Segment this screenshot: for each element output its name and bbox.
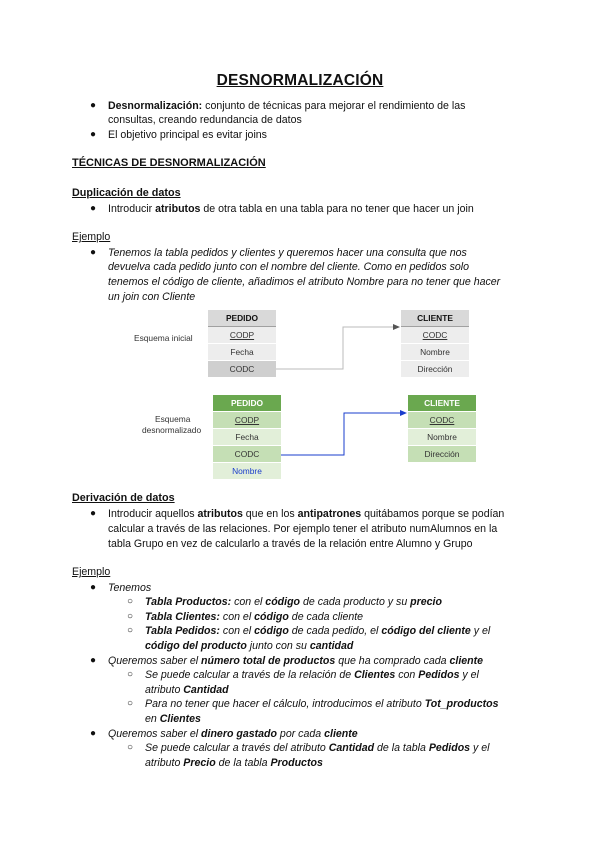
term-bold: Clientes (159, 713, 201, 725)
table-field: CODC (208, 361, 276, 378)
bullet-dot: ● (90, 203, 97, 214)
query-1-sub-2 (145, 697, 498, 711)
text: Introducir (108, 203, 156, 215)
term-bold: atributos (155, 203, 201, 215)
table-field: Nombre (401, 344, 469, 361)
term-bold: Cantidad (183, 684, 229, 696)
term-bold: código del producto (145, 640, 247, 652)
table-field: CODC (401, 327, 469, 344)
bullet-dot: ● (90, 247, 97, 258)
query-1-sub-1 (145, 668, 479, 682)
query-2-sub-1-cont (145, 756, 323, 770)
text: y el (470, 742, 490, 754)
text: atributo (145, 757, 184, 769)
term-bold: Pedidos (428, 742, 471, 754)
ejemplo1-line-2: devuelva cada pedido junto con el nombre del cliente. Como en pedidos solo (108, 261, 470, 273)
table-header: PEDIDO (213, 395, 281, 412)
text: junto con su (246, 640, 310, 652)
sub-tabla-clientes (145, 610, 363, 624)
sub-tabla-pedidos (145, 624, 490, 638)
term-bold: atributos (197, 508, 243, 520)
query-2-sub-1 (145, 741, 490, 755)
text: de cada pedido, el (288, 625, 382, 637)
derivacion-line-1 (108, 507, 504, 521)
label-esquema-desnorm-2: desnormalizado (142, 425, 202, 435)
term-bold: Tabla Clientes: (145, 611, 220, 623)
term-bold: Pedidos (418, 669, 460, 681)
query-1-sub-1-cont (145, 683, 229, 697)
bullet-circle: ○ (127, 742, 134, 753)
intro-bullet-2: El objetivo principal es evitar joins (108, 129, 267, 141)
connector-gray (276, 327, 394, 369)
table-field: Fecha (213, 429, 281, 446)
text: que ha comprado cada (335, 655, 450, 667)
term-bold: Clientes (354, 669, 396, 681)
query-1-sub-2-cont (145, 712, 201, 726)
bullet-circle: ○ (127, 611, 134, 622)
bullet-dot: ● (90, 129, 97, 140)
label-esquema-desnorm-1: Esquema (155, 414, 191, 424)
term-bold: cliente (449, 655, 484, 667)
term-bold: Tot_productos (424, 698, 499, 710)
term-bold: código del cliente (381, 625, 471, 637)
table-field: Dirección (408, 446, 476, 463)
derivacion-line-3: tabla Grupo en vez de calcularlo a través de la relación entre Alumno y Grupo (108, 538, 473, 550)
term-bold: código (265, 596, 301, 608)
text: con el (219, 625, 255, 637)
table-header: CLIENTE (408, 395, 476, 412)
arrowhead-blue (400, 410, 407, 416)
section-title-tecnicas: TÉCNICAS DE DESNORMALIZACIÓN (72, 157, 266, 169)
term-bold: Cantidad (328, 742, 375, 754)
text: y el (470, 625, 491, 637)
table-field: CODC (213, 446, 281, 463)
term-bold: antipatrones (297, 508, 362, 520)
text: y el (459, 669, 479, 681)
term-bold: Tabla Pedidos: (145, 625, 220, 637)
sub-tabla-productos (145, 595, 442, 609)
text: quitábamos porque se podían (361, 508, 505, 520)
bullet-dot: ● (90, 582, 97, 593)
ejemplo1-line-3: tenemos el código de cliente, añadimos el atributo Nombre para no tener que hacer (108, 276, 501, 288)
sub-tabla-pedidos-cont (145, 639, 353, 653)
table-field: CODC (408, 412, 476, 429)
ejemplo1-line-1: Tenemos la tabla pedidos y clientes y queremos hacer una consulta que nos (108, 247, 467, 259)
bullet-circle: ○ (127, 669, 134, 680)
bullet-circle: ○ (127, 698, 134, 709)
label-esquema-inicial: Esquema inicial (134, 333, 193, 343)
ejemplo-label: Ejemplo (72, 566, 111, 578)
table-header: CLIENTE (401, 310, 469, 327)
term-bold: número total de productos (201, 655, 336, 667)
term-bold: Tabla Productos: (145, 596, 232, 608)
table-field: Nombre (408, 429, 476, 446)
bullet-dot: ● (90, 100, 97, 111)
term-bold: código (254, 625, 289, 637)
bullet-circle: ○ (127, 596, 134, 607)
text: Se puede calcular a través de la relación de (145, 669, 355, 681)
ejemplo-label: Ejemplo (72, 231, 111, 243)
bullet-dot: ● (90, 508, 97, 519)
text: de otra tabla en una tabla para no tener que hacer un join (200, 203, 474, 215)
table-field: CODP (208, 327, 276, 344)
table-field: Fecha (208, 344, 276, 361)
text: en (145, 713, 160, 725)
term-bold: cantidad (309, 640, 354, 652)
table-field-added: Nombre (213, 463, 281, 480)
bullet-dot: ● (90, 728, 97, 739)
table-field: Dirección (401, 361, 469, 378)
text: Para no tener que hacer el cálculo, introducimos el atributo (145, 698, 425, 710)
text: atributo (145, 684, 184, 696)
term-bold: Precio (183, 757, 216, 769)
connector-blue (281, 413, 401, 455)
text: Queremos saber el (108, 655, 202, 667)
query-2 (108, 727, 358, 741)
text: Queremos saber el (108, 728, 202, 740)
subsection-derivacion: Derivación de datos (72, 492, 175, 504)
text: conjunto de técnicas para mejorar el rendimiento de las (202, 100, 466, 112)
term-bold: dinero gastado (201, 728, 277, 740)
text: con el (219, 611, 255, 623)
subsection-duplicacion: Duplicación de datos (72, 187, 181, 199)
text: Introducir aquellos (108, 508, 198, 520)
derivacion-line-2: calcular a través de las relaciones. Por ejemplo tener el atributo numAlumnos en la (108, 523, 498, 535)
term-bold: Productos (270, 757, 323, 769)
term-bold: cliente (324, 728, 358, 740)
text: por cada (276, 728, 325, 740)
intro-bullet-1-cont: consultas, creando redundancia de datos (108, 114, 302, 126)
text: con (395, 669, 419, 681)
term-bold: código (254, 611, 289, 623)
text: de la tabla (215, 757, 271, 769)
text: que en los (242, 508, 298, 520)
table-field: CODP (213, 412, 281, 429)
text: de la tabla (374, 742, 429, 754)
term-bold: precio (410, 596, 442, 608)
text: Se puede calcular a través del atributo (145, 742, 329, 754)
tenemos-line: Tenemos (108, 582, 152, 594)
bullet-dot: ● (90, 655, 97, 666)
ejemplo1-line-4: un join con Cliente (108, 291, 196, 303)
text: de cada cliente (288, 611, 364, 623)
bullet-circle: ○ (127, 625, 134, 636)
page-title: DESNORMALIZACIÓN (216, 72, 384, 89)
text: con el (231, 596, 266, 608)
text: de cada producto y su (300, 596, 411, 608)
arrowhead-gray (393, 324, 400, 330)
table-header: PEDIDO (208, 310, 276, 327)
query-1 (108, 654, 483, 668)
term-bold: Desnormalización: (108, 100, 203, 112)
